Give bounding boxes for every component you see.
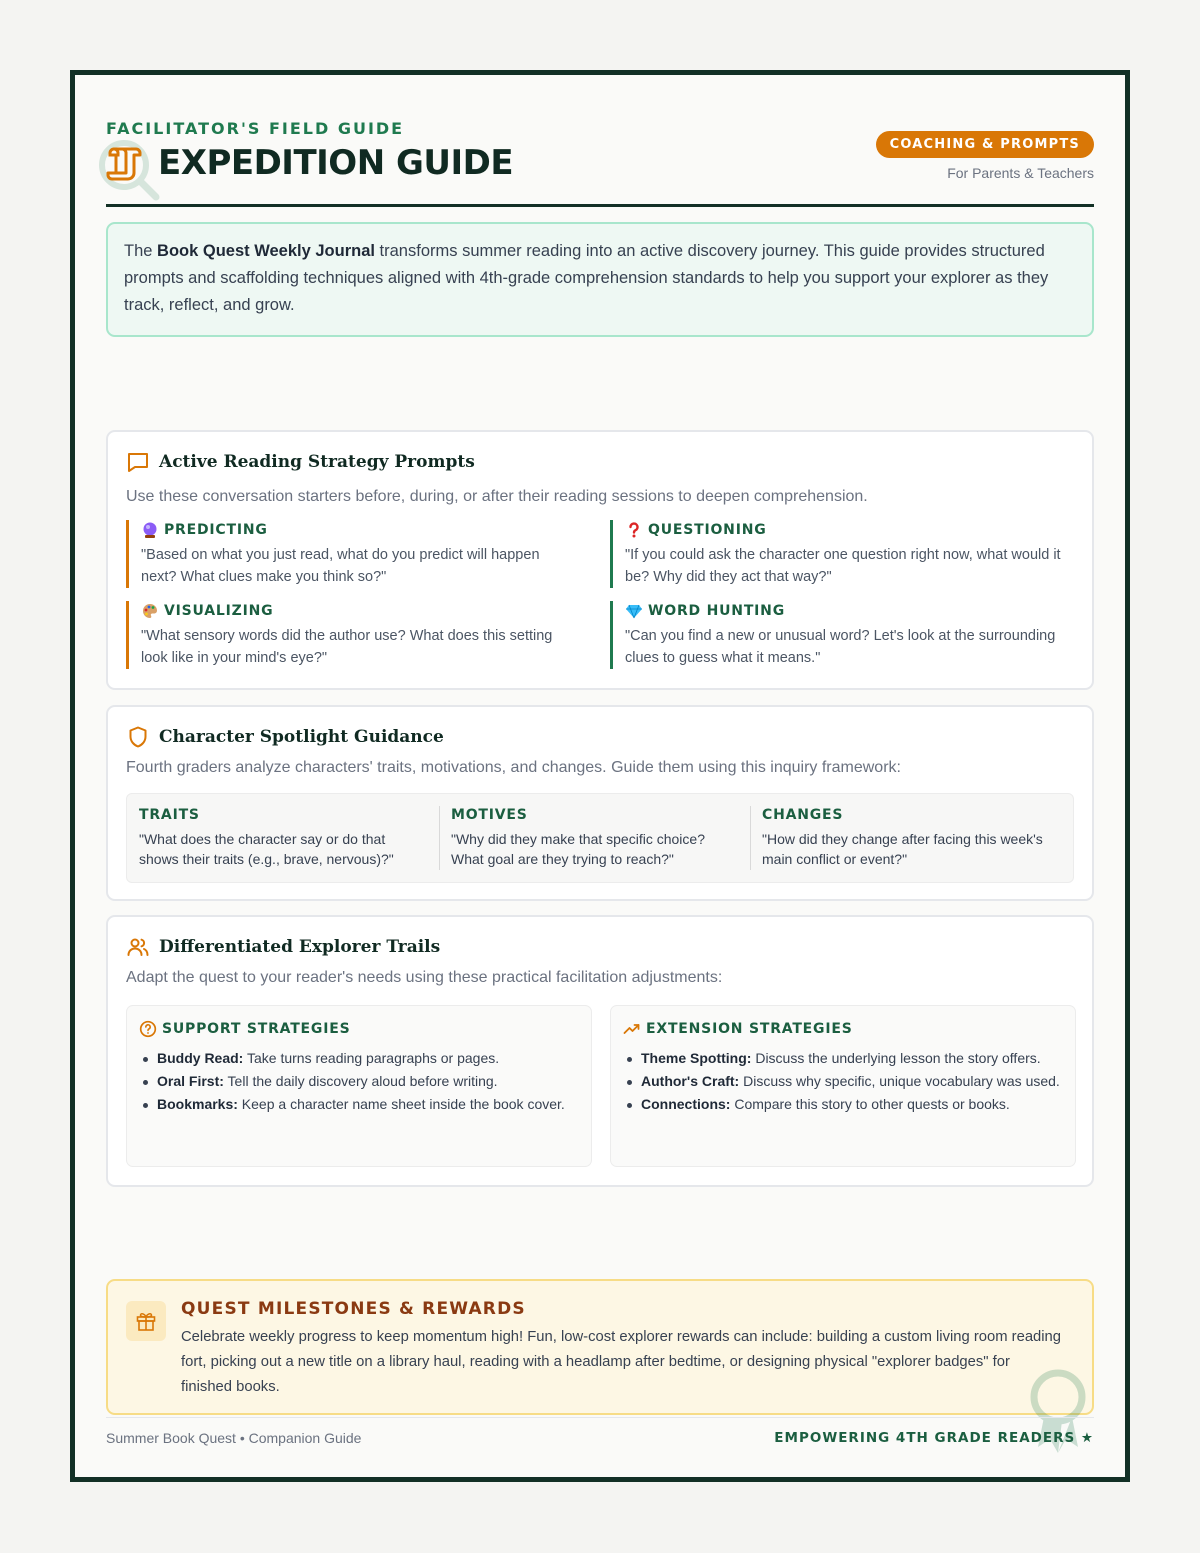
framework-traits (127, 794, 439, 884)
question-mark-icon (625, 521, 643, 539)
trails-description: Adapt the quest to your reader's needs using these practical facilitation adjustments: (126, 969, 723, 986)
help-circle-icon (139, 1020, 157, 1038)
journal-name: Book Quest Weekly Journal (157, 242, 375, 260)
framework-label: TRAITS (139, 807, 200, 823)
item-text: Keep a character name sheet inside the book cover. (237, 1096, 565, 1112)
milestones-box (106, 1279, 1094, 1415)
item-text: Discuss why specific, unique vocabulary was used. (739, 1073, 1060, 1089)
character-description: Fourth graders analyze characters' traits, motivations, and changes. Guide them using this inquiry framework: (126, 759, 901, 776)
intro-box (106, 222, 1094, 337)
audience-label: For Parents & Teachers (947, 165, 1094, 181)
palette-icon (141, 602, 159, 620)
extension-label: EXTENSION STRATEGIES (646, 1021, 853, 1037)
footer-divider (106, 1417, 1094, 1418)
item-text: Discuss the underlying lesson the story offers. (751, 1050, 1041, 1066)
strategy-title: Active Reading Strategy Prompts (159, 452, 475, 472)
item-term: Oral First: (157, 1073, 224, 1089)
milestones-text: Celebrate weekly progress to keep momentum high! Fun, low-cost explorer rewards can include: building a custom living room reading fort, picking out a new title on a library haul, reading with a headlamp after bedtime, or designing physical "explorer badges" for finished books. (181, 1329, 1062, 1395)
guide-page (70, 70, 1130, 1482)
extension-strategies (610, 1005, 1076, 1167)
prompt-label: WORD HUNTING (648, 603, 785, 619)
framework-changes (750, 794, 1074, 884)
item-term: Theme Spotting: (641, 1050, 752, 1066)
title-row (106, 143, 513, 183)
prompt-text: "What sensory words did the author use? What does this setting look like in your mind's eye?" (141, 628, 553, 666)
trending-up-icon (623, 1020, 641, 1038)
intro-body: transforms summer reading into an active discovery journey. This guide provides structured prompts and scaffolding techniques aligned with 4th-grade comprehension standards to help you support your explorer as they track, reflect, and grow. (124, 242, 1049, 314)
framework-label: MOTIVES (451, 807, 528, 823)
framework-motives (439, 794, 751, 884)
list-item (627, 1094, 1063, 1116)
prompt-questioning (610, 520, 1062, 588)
prompt-label: VISUALIZING (164, 603, 274, 619)
character-card (106, 705, 1094, 901)
item-term: Bookmarks: (157, 1096, 238, 1112)
shield-icon (126, 725, 150, 749)
strategy-description: Use these conversation starters before, during, or after their reading sessions to deepen comprehension. (126, 488, 868, 505)
framework-text: "What does the character say or do that shows their traits (e.g., brave, nervous)?" (139, 831, 394, 867)
extension-list (623, 1048, 1063, 1116)
support-strategies (126, 1005, 592, 1167)
prompt-text: "If you could ask the character one question right now, what would it be? Why did they act that way?" (625, 547, 1061, 585)
support-label: SUPPORT STRATEGIES (162, 1021, 351, 1037)
item-term: Buddy Read: (157, 1050, 244, 1066)
list-item (627, 1048, 1063, 1070)
milestones-title: QUEST MILESTONES & REWARDS (181, 1299, 526, 1319)
item-term: Connections: (641, 1096, 731, 1112)
prompt-label: PREDICTING (164, 522, 268, 538)
prompt-text: "Can you find a new or unusual word? Let's look at the surrounding clues to guess what it means." (625, 628, 1056, 666)
list-item (143, 1094, 579, 1116)
prompt-word-hunting (610, 601, 1062, 669)
trails-card (106, 915, 1094, 1187)
speech-bubble-icon (126, 450, 150, 474)
scroll-icon (106, 143, 146, 183)
column-divider (439, 806, 440, 870)
prompt-text: "Based on what you just read, what do you predict will happen next? What clues make you think so?" (141, 547, 540, 585)
strategy-card (106, 430, 1094, 690)
item-text: Tell the daily discovery aloud before writing. (223, 1073, 498, 1089)
footer-right: EMPOWERING 4TH GRADE READERS ★ (774, 1430, 1094, 1446)
list-item (143, 1048, 579, 1070)
gem-icon (625, 602, 643, 620)
character-title: Character Spotlight Guidance (159, 727, 444, 747)
prompt-label: QUESTIONING (648, 522, 767, 538)
prompt-predicting (126, 520, 578, 588)
crystal-ball-icon (141, 521, 159, 539)
users-icon (126, 935, 150, 959)
page-title: EXPEDITION GUIDE (158, 143, 514, 183)
list-item (143, 1071, 579, 1093)
item-term: Author's Craft: (641, 1073, 740, 1089)
framework-text: "Why did they make that specific choice? What goal are they trying to reach?" (451, 831, 705, 867)
gift-icon (135, 1310, 157, 1332)
footer-left: Summer Book Quest • Companion Guide (106, 1430, 362, 1446)
eyebrow-label: FACILITATOR'S FIELD GUIDE (106, 119, 405, 138)
prompt-visualizing (126, 601, 578, 669)
coaching-badge: COACHING & PROMPTS (876, 131, 1094, 158)
framework-label: CHANGES (762, 807, 844, 823)
list-item (627, 1071, 1063, 1093)
inquiry-framework (126, 793, 1074, 883)
item-text: Compare this story to other quests or books. (730, 1096, 1010, 1112)
item-text: Take turns reading paragraphs or pages. (243, 1050, 500, 1066)
trails-title: Differentiated Explorer Trails (159, 937, 441, 957)
gift-badge (126, 1301, 166, 1341)
intro-lead: The (124, 242, 158, 260)
framework-text: "How did they change after facing this week's main conflict or event?" (762, 831, 1043, 867)
support-list (139, 1048, 579, 1116)
column-divider (750, 806, 751, 870)
